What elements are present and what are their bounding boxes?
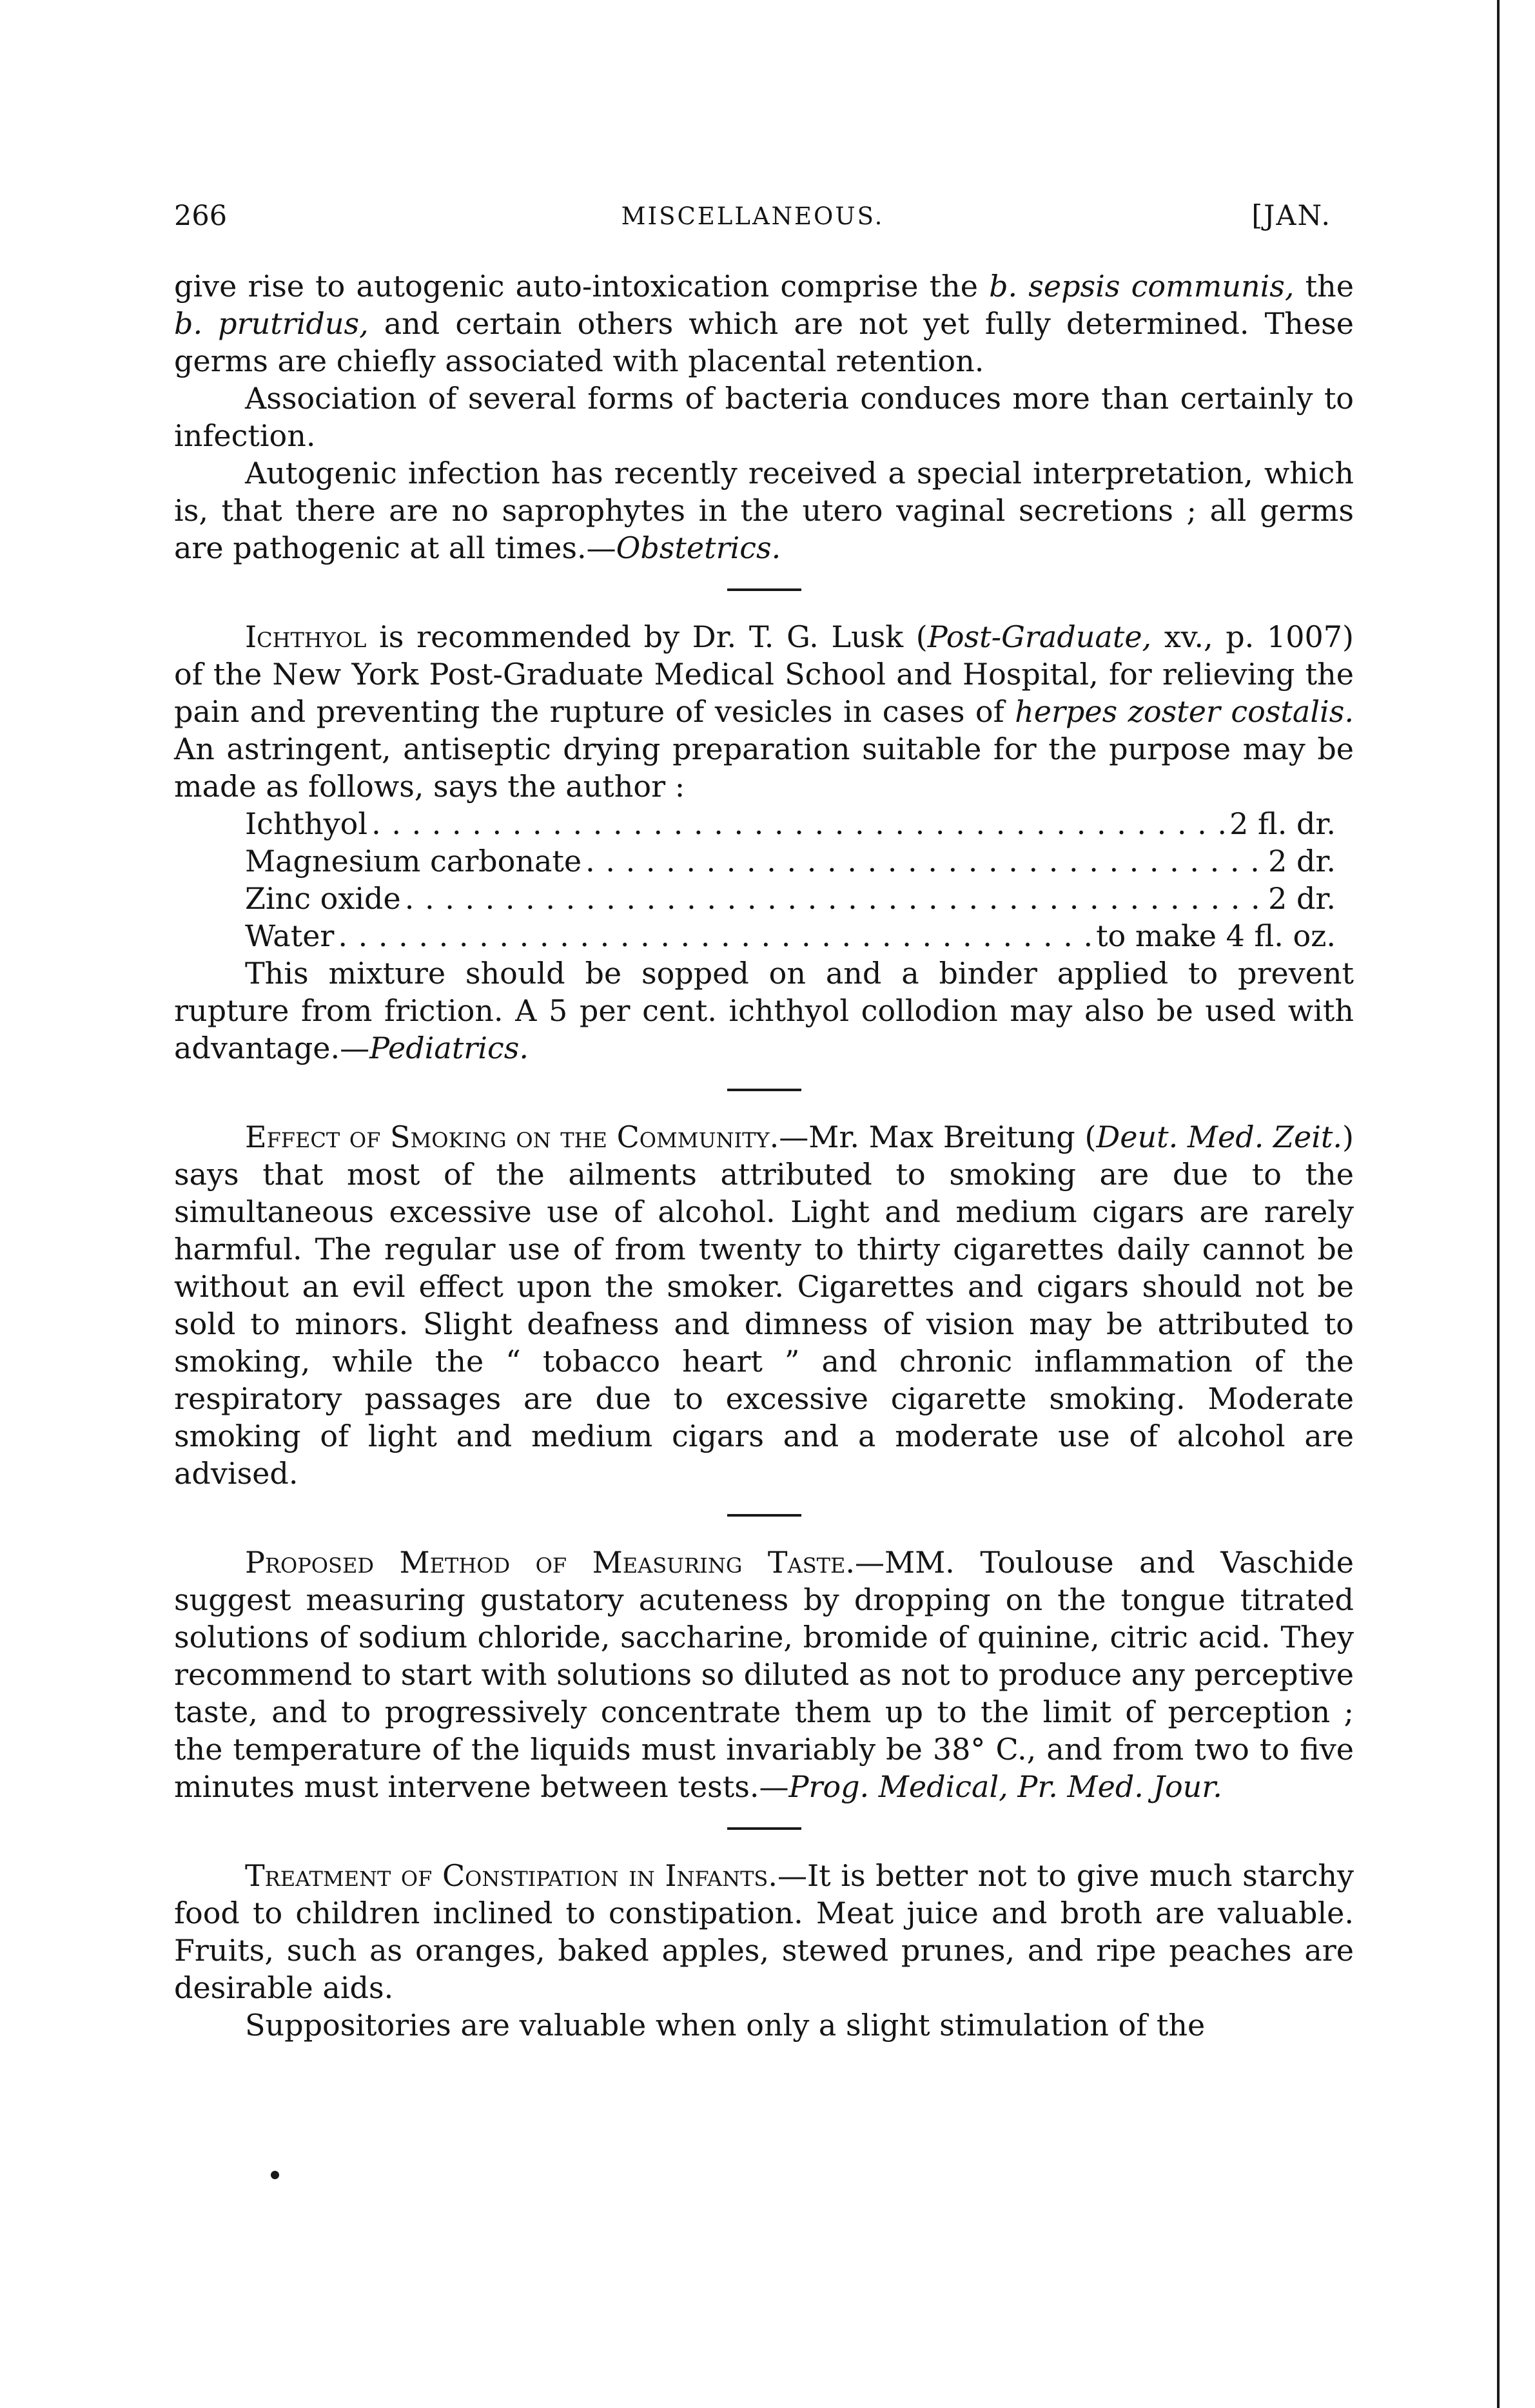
section-divider xyxy=(727,1827,801,1830)
ingredient-amount: to make 4 fl. oz. xyxy=(1096,918,1336,953)
prescription-formula xyxy=(174,805,1354,955)
ingredient-name: Water xyxy=(245,918,335,953)
ingredient-name: Zinc oxide xyxy=(245,881,401,916)
ingredient-name: Ichthyol xyxy=(245,806,368,841)
small-caps-heading: Effect of Smoking on the Community. xyxy=(245,1120,779,1154)
italic-text: Prog. Medical, Pr. Med. Jour. xyxy=(788,1769,1222,1804)
intro-paragraph-1: give rise to autogenic auto-intoxication comprise the b. sepsis communis, the b. prutridus, and certain others which are not yet fully determined. These germs are chiefly associated with placental retention. xyxy=(174,269,1354,378)
italic-text: b. prutridus, xyxy=(174,306,369,341)
formula-row xyxy=(245,842,1336,880)
ingredient-name: Magnesium carbonate xyxy=(245,844,582,879)
small-caps-heading: Treatment of Constipation in Infants. xyxy=(245,1858,777,1893)
ink-speck xyxy=(271,2171,279,2179)
small-caps-heading: Proposed Method of Measuring Taste. xyxy=(245,1545,855,1580)
running-header xyxy=(174,200,1331,245)
issue-month: [JAN. xyxy=(1251,200,1331,232)
intro-paragraph-3: Autogenic infection has recently received a special interpretation, which is, that there are no saprophytes in the utero vaginal secretions ; all germs are pathogenic at all times.—Obstetrics. xyxy=(174,456,1354,565)
formula-row xyxy=(245,917,1336,955)
intro-paragraph-2: Association of several forms of bacteria conduces more than certainly to infection. xyxy=(174,381,1354,453)
smoking-paragraph: Effect of Smoking on the Community.—Mr. Max Breitung (Deut. Med. Zeit.) says that most of the ailments attributed to smoking are due to the simultaneous excessive use of alcohol. Light and medium cigars are rarely harmful. The regular use of from twenty to thirty cigarettes daily cannot be without an evil effect upon the smoker. Cigarettes and cigars should not be sold to minors. Slight deafness and dimness of vision may be attributed to smoking, while the “ tobacco heart ” and chronic inflammation of the respiratory passages are due to excessive cigarette smoking. Moderate smoking of light and medium cigars and a moderate use of alcohol are advised. xyxy=(174,1120,1354,1491)
italic-text: Post-Graduate, xyxy=(927,619,1152,654)
small-caps-heading: Ichthyol xyxy=(245,619,367,654)
section-divider xyxy=(727,1514,801,1517)
formula-row xyxy=(245,805,1336,842)
ichthyol-paragraph-2: This mixture should be sopped on and a binder applied to prevent rupture from friction. A 5 per cent. ichthyol collodion may also be used with advantage.—Pediatrics. xyxy=(174,956,1354,1065)
italic-text: Obstetrics. xyxy=(616,530,781,565)
italic-text: b. sepsis communis, xyxy=(989,269,1295,304)
leader-dots xyxy=(585,842,1264,880)
leader-dots xyxy=(371,805,1226,842)
ingredient-amount: 2 fl. dr. xyxy=(1229,806,1336,841)
ichthyol-paragraph: Ichthyol is recommended by Dr. T. G. Lusk (Post-Graduate, xv., p. 1007) of the New York Post-Graduate Medical School and Hospital, for relieving the pain and preventing the rupture of vesicles in cases of herpes zoster costalis. An astringent, antiseptic drying preparation suitable for the purpose may be made as follows, says the author : xyxy=(174,619,1354,804)
scan-edge-line xyxy=(1497,0,1500,2408)
constipation-paragraph: Treatment of Constipation in Infants.—It is better not to give much starchy food to children inclined to constipation. Meat juice and broth are valuable. Fruits, such as oranges, baked apples, stewed prunes, and ripe peaches are desirable aids. xyxy=(174,1858,1354,2005)
ingredient-amount: 2 dr. xyxy=(1268,844,1336,879)
leader-dots xyxy=(405,880,1264,917)
italic-text: Pediatrics. xyxy=(369,1031,529,1065)
section-divider xyxy=(727,588,801,591)
leader-dots xyxy=(338,917,1092,955)
italic-text: Deut. Med. Zeit. xyxy=(1096,1120,1343,1154)
italic-text: herpes zoster costalis. xyxy=(1015,694,1354,729)
section-title: MISCELLANEOUS. xyxy=(621,202,885,230)
page-number: 266 xyxy=(174,200,228,232)
taste-paragraph: Proposed Method of Measuring Taste.—MM. Toulouse and Vaschide suggest measuring gustatory acuteness by dropping on the tongue titrated solutions of sodium chloride, saccharine, bromide of quinine, citric acid. They recommend to start with solutions so diluted as not to produce any perceptive taste, and to progressively concentrate them up to the limit of perception ; the temperature of the liquids must invariably be 38° C., and from two to five minutes must intervene between tests.—Prog. Medical, Pr. Med. Jour. xyxy=(174,1545,1354,1804)
section-divider xyxy=(727,1089,801,1091)
formula-row xyxy=(245,880,1336,917)
ingredient-amount: 2 dr. xyxy=(1268,881,1336,916)
article-body xyxy=(174,267,1354,2044)
constipation-paragraph-2: Suppositories are valuable when only a slight stimulation of the xyxy=(245,2008,1206,2043)
